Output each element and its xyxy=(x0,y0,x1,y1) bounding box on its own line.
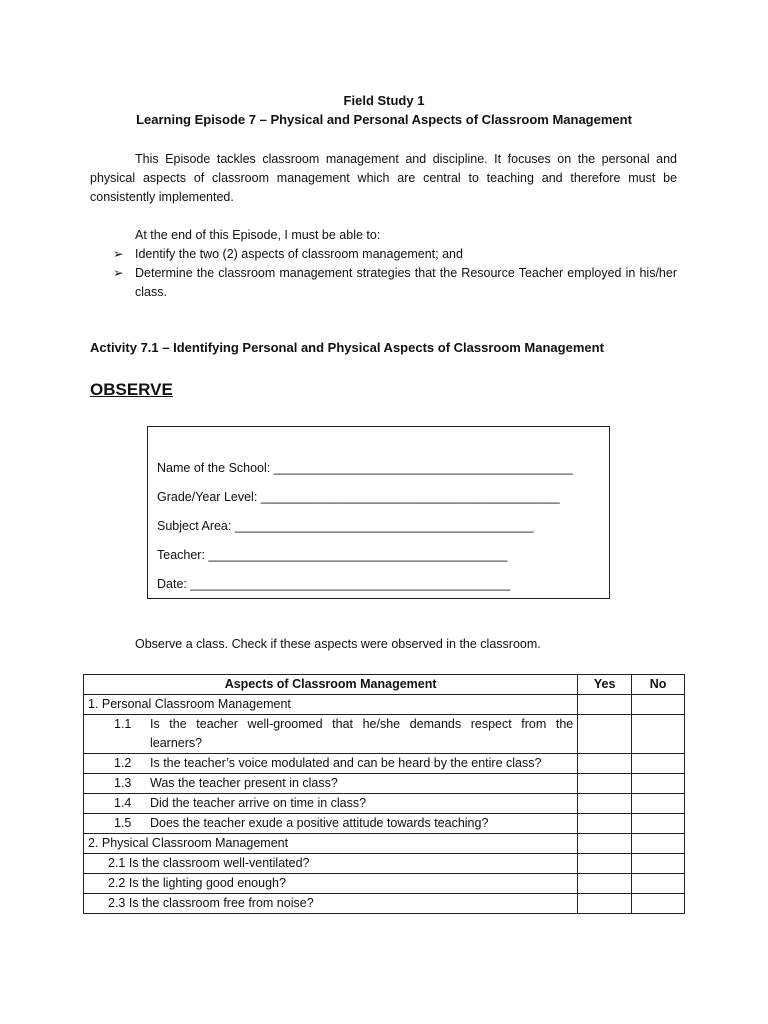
no-check-cell[interactable] xyxy=(632,754,685,774)
table-row xyxy=(84,774,685,794)
no-check-cell[interactable] xyxy=(632,834,685,854)
yes-check-cell[interactable] xyxy=(578,894,632,914)
item-question: Is the teacher’s voice modulated and can be heard by the entire class? xyxy=(150,756,542,770)
yes-check-cell[interactable] xyxy=(578,715,632,754)
aspects-table xyxy=(83,674,685,914)
no-check-cell[interactable] xyxy=(632,814,685,834)
arrow-bullet-icon: ➢ xyxy=(113,247,124,261)
objective-text: Identify the two (2) aspects of classroom management; and xyxy=(135,247,463,261)
no-check-cell[interactable] xyxy=(632,894,685,914)
no-check-cell[interactable] xyxy=(632,854,685,874)
table-section-row xyxy=(84,834,685,854)
item-question: Is the teacher well-groomed that he/she demands respect from the learners? xyxy=(150,717,574,750)
observe-heading: OBSERVE xyxy=(90,380,173,399)
item-number: 1.2 xyxy=(114,756,132,770)
aspect-cell xyxy=(84,754,578,774)
aspect-cell: 2.1 Is the classroom well-ventilated? xyxy=(84,854,578,874)
activity-heading: Activity 7.1 – Identifying Personal and Physical Aspects of Classroom Management xyxy=(90,340,604,355)
yes-check-cell[interactable] xyxy=(578,754,632,774)
no-check-cell[interactable] xyxy=(632,715,685,754)
arrow-bullet-icon: ➢ xyxy=(113,266,124,280)
subject-area-field[interactable]: Subject Area: ___________________________________________ xyxy=(157,519,534,533)
physical-section-label: 2. Physical Classroom Management xyxy=(84,834,578,854)
table-row xyxy=(84,794,685,814)
episode-title: Learning Episode 7 – Physical and Personal Aspects of Classroom Management xyxy=(136,112,632,127)
yes-check-cell[interactable] xyxy=(578,874,632,894)
table-row xyxy=(84,874,685,894)
yes-check-cell[interactable] xyxy=(578,774,632,794)
yes-check-cell[interactable] xyxy=(578,814,632,834)
item-question: Did the teacher arrive on time in class? xyxy=(150,796,367,810)
no-check-cell[interactable] xyxy=(632,794,685,814)
table-row xyxy=(84,715,685,754)
school-field[interactable]: Name of the School: ___________________________________________ xyxy=(157,461,573,475)
aspects-column-header: Aspects of Classroom Management xyxy=(84,675,578,695)
table-header-row xyxy=(84,675,685,695)
yes-check-cell[interactable] xyxy=(578,695,632,715)
table-row xyxy=(84,894,685,914)
no-check-cell[interactable] xyxy=(632,774,685,794)
instruction-text: Observe a class. Check if these aspects were observed in the classroom. xyxy=(135,637,541,651)
item-question: Does the teacher exude a positive attitude towards teaching? xyxy=(150,816,489,830)
aspect-cell xyxy=(84,794,578,814)
aspect-cell xyxy=(84,814,578,834)
document-title: Field Study 1 xyxy=(343,93,425,108)
observation-info-box xyxy=(147,426,610,599)
item-number: 1.4 xyxy=(114,796,132,810)
item-number: 1.3 xyxy=(114,776,132,790)
aspect-cell: 2.3 Is the classroom free from noise? xyxy=(84,894,578,914)
objective-item xyxy=(113,245,677,264)
aspect-cell xyxy=(84,715,578,754)
grade-level-field[interactable]: Grade/Year Level: ___________________________________________ xyxy=(157,490,560,504)
intro-paragraph: This Episode tackles classroom management and discipline. It focuses on the personal and physical aspects of classroom management which are central to teaching and therefore must be consistently implemented. xyxy=(90,152,677,204)
item-question: Was the teacher present in class? xyxy=(150,776,338,790)
no-check-cell[interactable] xyxy=(632,695,685,715)
table-row xyxy=(84,814,685,834)
yes-check-cell[interactable] xyxy=(578,834,632,854)
table-row xyxy=(84,854,685,874)
date-field[interactable]: Date: ______________________________________________ xyxy=(157,577,511,591)
aspect-cell: 2.2 Is the lighting good enough? xyxy=(84,874,578,894)
objective-item xyxy=(113,264,677,302)
item-number: 1.5 xyxy=(114,816,132,830)
objectives-lead: At the end of this Episode, I must be able to: xyxy=(135,228,381,242)
aspect-cell xyxy=(84,774,578,794)
teacher-field[interactable]: Teacher: ___________________________________________ xyxy=(157,548,508,562)
no-column-header: No xyxy=(632,675,685,695)
item-number: 1.1 xyxy=(114,717,132,731)
table-section-row xyxy=(84,695,685,715)
yes-check-cell[interactable] xyxy=(578,854,632,874)
personal-section-label: 1. Personal Classroom Management xyxy=(84,695,578,715)
table-row xyxy=(84,754,685,774)
objective-text: Determine the classroom management strategies that the Resource Teacher employed in his/her class. xyxy=(135,266,677,299)
yes-column-header: Yes xyxy=(578,675,632,695)
yes-check-cell[interactable] xyxy=(578,794,632,814)
no-check-cell[interactable] xyxy=(632,874,685,894)
